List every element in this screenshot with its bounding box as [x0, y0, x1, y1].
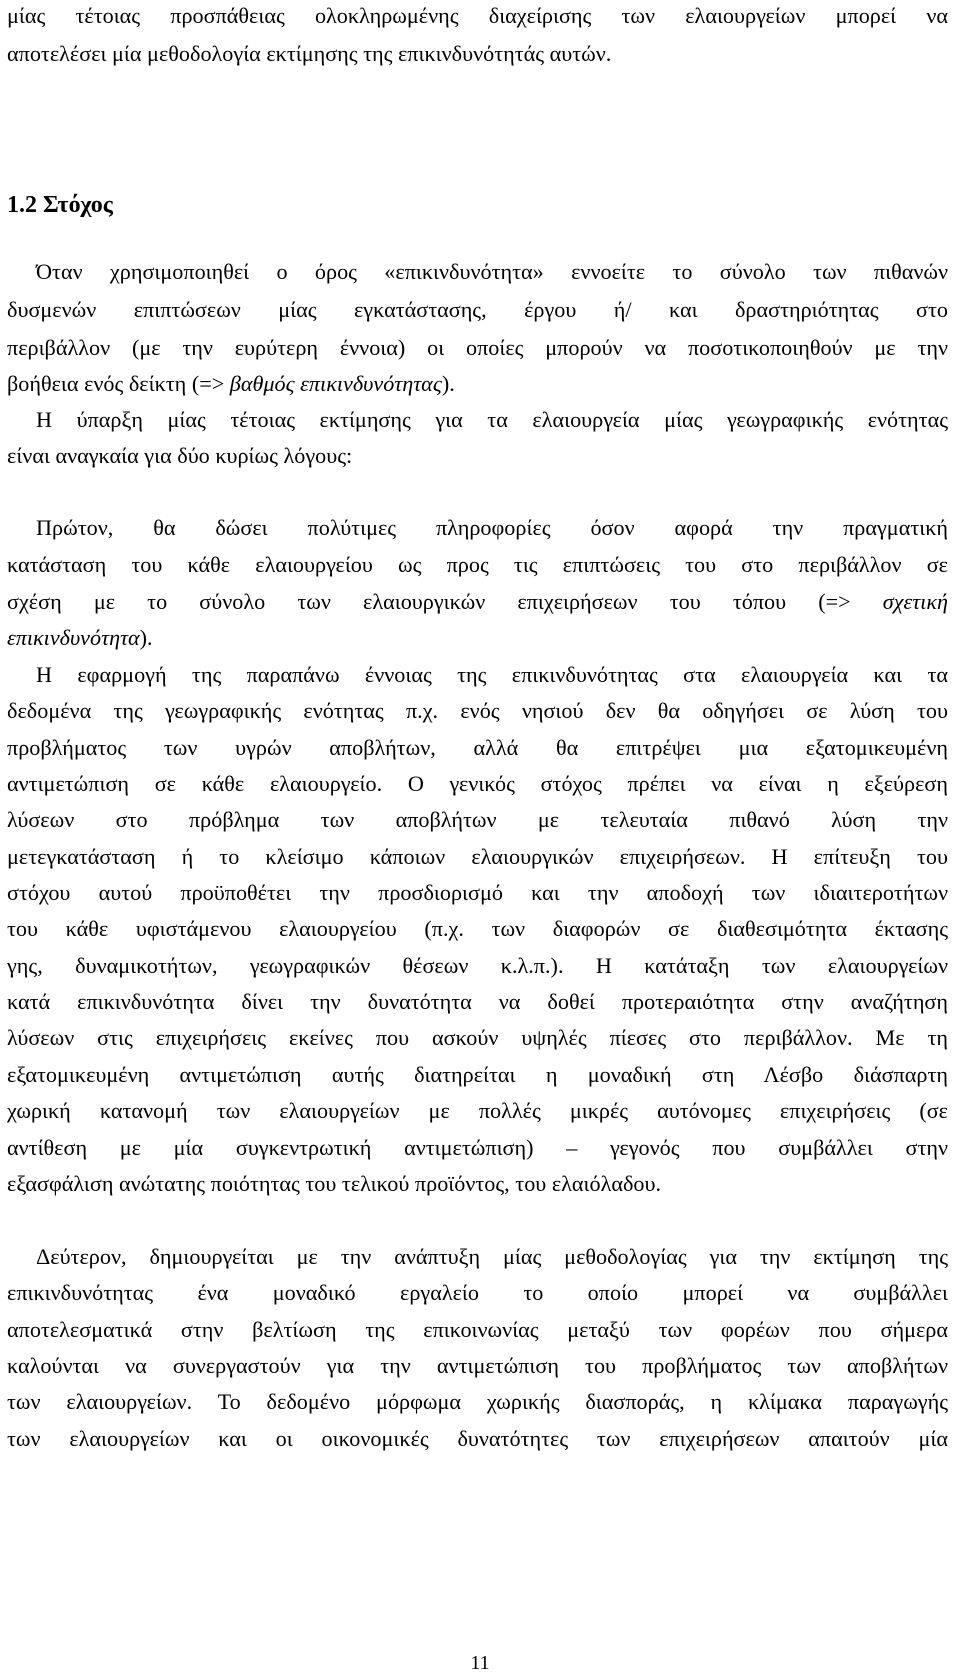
paragraph-line: εξασφάλιση ανώτατης ποιότητας του τελικού προϊόντος, του ελαιόλαδου.	[7, 1171, 662, 1196]
page-number: 11	[470, 1652, 490, 1674]
paragraph-line: μίας τέτοιας προσπάθειας ολοκληρωμένης διαχείρισης των ελαιουργείων μπορεί να	[7, 3, 948, 28]
text-run: ).	[139, 625, 153, 650]
paragraph-line: Πρώτον, θα δώσει πολύτιμες πληροφορίες όσον αφορά την πραγματική	[36, 515, 948, 540]
paragraph-line: αντιμετώπιση σε κάθε ελαιουργείο. Ο γενικός στόχος πρέπει να είναι η εξεύρεση	[7, 771, 948, 796]
paragraph-line: στόχου αυτού προϋποθέτει την προσδιορισμό και την αποδοχή των ιδιαιτεροτήτων	[7, 880, 948, 905]
paragraph-line: είναι αναγκαία για δύο κυρίως λόγους:	[7, 443, 353, 468]
paragraph-line: εξατομικευμένη αντιμετώπιση αυτής διατηρείται η μοναδική στη Λέσβο διάσπαρτη	[7, 1062, 948, 1087]
paragraph-line: αποτελέσει μία μεθοδολογία εκτίμησης της επικινδυνότητάς αυτών.	[7, 41, 612, 66]
emphasis-text: επικινδυνότητα	[7, 625, 140, 650]
paragraph-line: του κάθε υφιστάμενου ελαιουργείου (π.χ. των διαφορών σε διαθεσιμότητα έκτασης	[7, 916, 948, 941]
paragraph-line	[7, 370, 948, 398]
text-run: ).	[441, 371, 455, 396]
paragraph-line: μετεγκατάσταση ή το κλείσιμο κάποιων ελαιουργικών επιχειρήσεων. Η επίτευξη του	[7, 844, 948, 869]
section-heading: 1.2 Στόχος	[7, 192, 113, 218]
emphasis-text: σχετική	[882, 589, 948, 614]
paragraph-line: αποτελεσματικά στην βελτίωση της επικοινωνίας μεταξύ των φορέων που σήμερα	[7, 1317, 948, 1342]
paragraph-line: Η ύπαρξη μίας τέτοιας εκτίμησης για τα ελαιουργεία μίας γεωγραφικής ενότητας	[36, 407, 948, 432]
paragraph-line	[7, 624, 948, 652]
paragraph-line: δεδομένα της γεωγραφικής ενότητας π.χ. ενός νησιού δεν θα οδηγήσει σε λύση του	[7, 698, 948, 723]
paragraph-line: περιβάλλον (με την ευρύτερη έννοια) οι οποίες μπορούν να ποσοτικοποιηθούν με την	[7, 335, 948, 360]
paragraph-line: λύσεων στις επιχειρήσεις εκείνες που ασκούν υψηλές πίεσες στο περιβάλλον. Με τη	[7, 1025, 948, 1050]
text-run: σχέση με το σύνολο των ελαιουργικών επιχειρήσεων του τόπου (=>	[7, 589, 883, 614]
paragraph-line: γης, δυναμικοτήτων, γεωγραφικών θέσεων κ.λ.π.). Η κατάταξη των ελαιουργείων	[7, 953, 948, 978]
paragraph-line: Η εφαρμογή της παραπάνω έννοιας της επικινδυνότητας στα ελαιουργεία και τα	[36, 662, 948, 687]
paragraph-line: χωρική κατανομή των ελαιουργείων με πολλές μικρές αυτόνομες επιχειρήσεις (σε	[7, 1098, 948, 1123]
paragraph-line: επικινδυνότητας ένα μοναδικό εργαλείο το οποίο μπορεί να συμβάλλει	[7, 1280, 948, 1305]
paragraph-line: δυσμενών επιπτώσεων μίας εγκατάστασης, έργου ή/ και δραστηριότητας στο	[7, 297, 948, 322]
paragraph-line	[7, 588, 948, 616]
text-run: βοήθεια ενός δείκτη (=>	[7, 371, 230, 396]
paragraph-line: αντίθεση με μία συγκεντρωτική αντιμετώπιση) – γεγονός που συμβάλλει στην	[7, 1135, 948, 1160]
paragraph-line: προβλήματος των υγρών αποβλήτων, αλλά θα επιτρέψει μια εξατομικευμένη	[7, 735, 948, 760]
emphasis-text: βαθμός επικινδυνότητας	[229, 371, 442, 396]
paragraph-line: Δεύτερον, δημιουργείται με την ανάπτυξη μίας μεθοδολογίας για την εκτίμηση της	[36, 1244, 948, 1269]
paragraph-line: Όταν χρησιμοποιηθεί ο όρος «επικινδυνότητα» εννοείτε το σύνολο των πιθανών	[36, 259, 948, 284]
paragraph-line: κατά επικινδυνότητα δίνει την δυνατότητα να δοθεί προτεραιότητα στην αναζήτηση	[7, 989, 948, 1014]
paragraph-line: κατάσταση του κάθε ελαιουργείου ως προς τις επιπτώσεις του στο περιβάλλον σε	[7, 552, 948, 577]
paragraph-line: των ελαιουργείων και οι οικονομικές δυνατότητες των επιχειρήσεων απαιτούν μία	[7, 1426, 948, 1451]
paragraph-line: λύσεων στο πρόβλημα των αποβλήτων με τελευταία πιθανό λύση την	[7, 807, 948, 832]
paragraph-line: καλούνται να συνεργαστούν για την αντιμετώπιση του προβλήματος των αποβλήτων	[7, 1353, 948, 1378]
paragraph-line: των ελαιουργείων. Το δεδομένο μόρφωμα χωρικής διασποράς, η κλίμακα παραγωγής	[7, 1389, 948, 1414]
